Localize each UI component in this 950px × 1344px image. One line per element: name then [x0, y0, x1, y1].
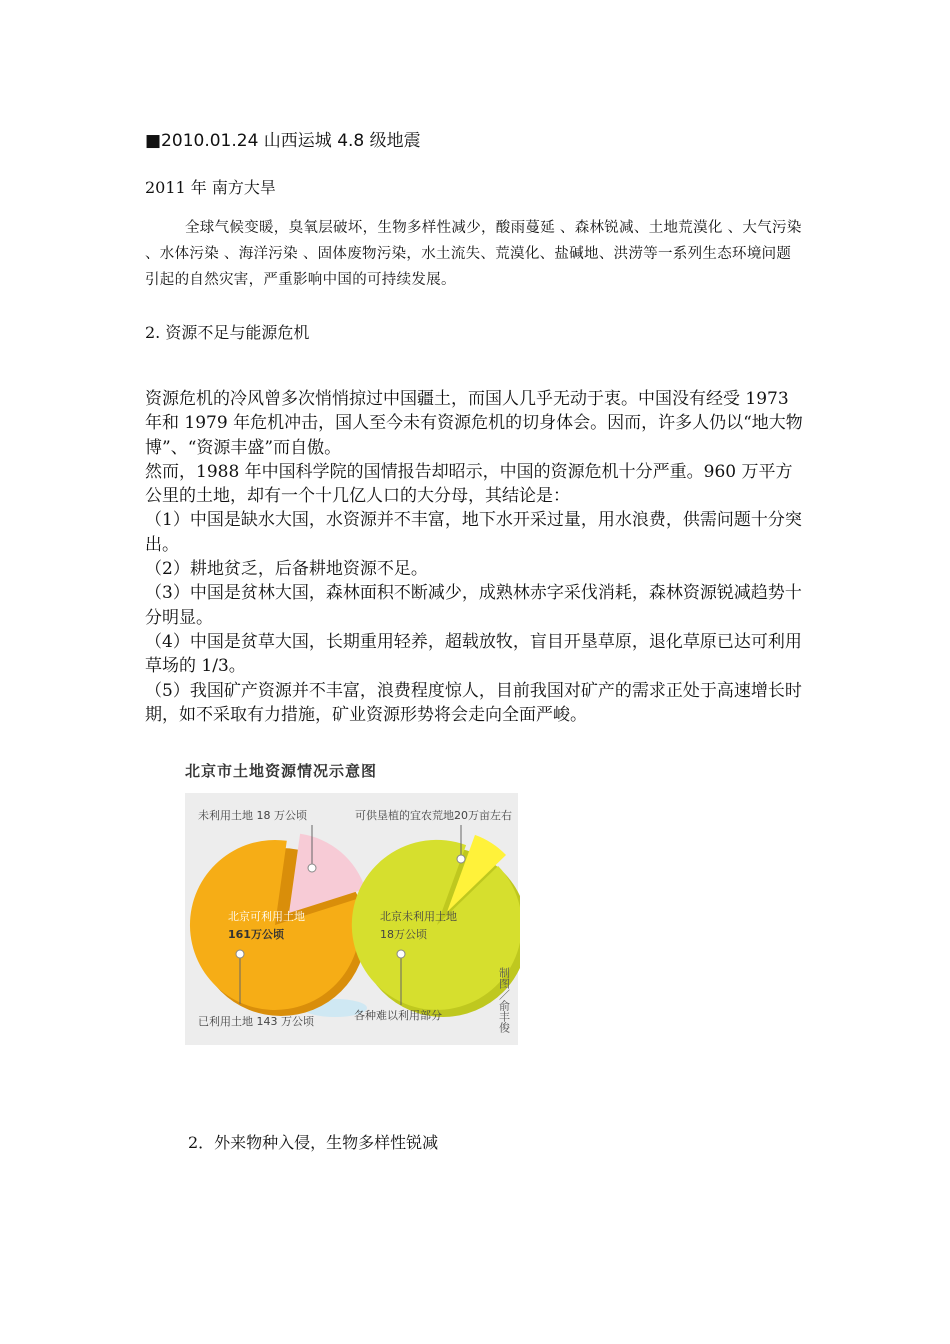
list-item: （3）中国是贫林大国，森林面积不断减少，成熟林赤字采伐消耗，森林资源锐减趋势十分明显。: [145, 583, 802, 628]
body-text: [145, 387, 807, 727]
label-left-top: 未利用土地 18 万公顷: [198, 809, 307, 822]
label-right-top: 可供垦植的宜农荒地20万亩左右: [355, 809, 512, 822]
list-item: （4）中国是贫草大国，长期重用轻养，超载放牧，盲目开垦草原，退化草原已达可利用草场的 1/3。: [145, 631, 802, 677]
section-heading-invasive-species: 2．外来物种入侵，生物多样性锐减: [188, 1133, 439, 1152]
event-drought: 2011 年 南方大旱: [145, 178, 276, 197]
pie-illustration: [185, 760, 520, 1050]
intro-paragraph: 全球气候变暖，臭氧层破坏，生物多样性减少，酸雨蔓延 、森林锐减、土地荒漠化 、大气污染 、水体污染 、海洋污染 、固体废物污染，水土流失、荒漠化、盐碱地、洪涝等一系列生态环境问题引起的自然灾害，严重影响中国的可持续发展。: [145, 220, 802, 288]
label-left-bottom: 已利用土地 143 万公顷: [198, 1015, 314, 1028]
paragraph: 资源危机的冷风曾多次悄悄掠过中国疆土，而国人几乎无动于衷。中国没有经受 1973 年和 1979 年危机冲击，国人至今未有资源危机的切身体会。因而，许多人仍以“地大物博”、“资源丰盛”而自傲。: [145, 389, 803, 458]
label-right-bottom: 各种难以利用部分: [354, 1009, 442, 1022]
label-right-center-1: 北京未利用土地: [380, 910, 457, 923]
list-item: （2）耕地贫乏，后备耕地资源不足。: [145, 559, 428, 580]
figure-credit: 制图／俞丰俊: [497, 967, 511, 1033]
list-item: （5）我国矿产资源并不丰富，浪费程度惊人，目前我国对矿产的需求正处于高速增长时期，如不采取有力措施，矿业资源形势将会走向全面严峻。: [145, 680, 802, 725]
label-left-center-2: 161万公顷: [228, 928, 284, 941]
label-right-center-2: 18万公顷: [380, 928, 427, 941]
land-resource-figure: [185, 760, 520, 1050]
section-heading-resources: 2. 资源不足与能源危机: [145, 323, 310, 342]
label-left-center-1: 北京可利用土地: [228, 910, 305, 923]
event-quake: ■2010.01.24 山西运城 4.8 级地震: [145, 131, 421, 151]
paragraph: 然而，1988 年中国科学院的国情报告却昭示，中国的资源危机十分严重。960 万平方公里的土地，却有一个十几亿人口的大分母，其结论是：: [145, 461, 793, 507]
figure-title: 北京市土地资源情况示意图: [185, 762, 378, 780]
list-item: （1）中国是缺水大国，水资源并不丰富，地下水开采过量，用水浪费，供需问题十分突出。: [145, 510, 802, 555]
